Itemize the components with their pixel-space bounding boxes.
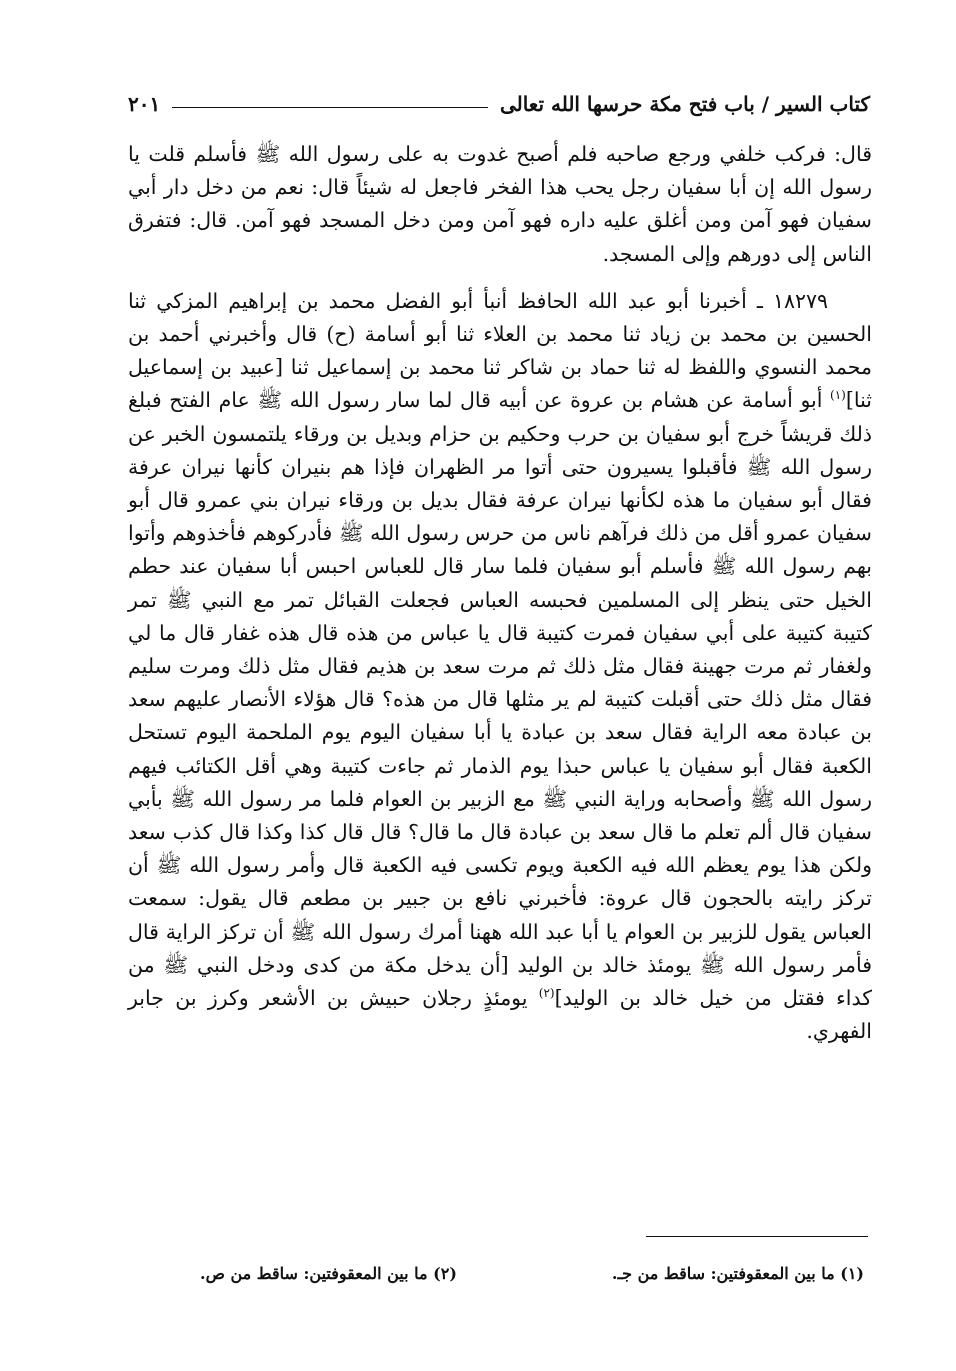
paragraph-gap (128, 271, 872, 285)
footnotes (200, 1264, 864, 1283)
footnote-ref-2[interactable]: (٢) (538, 986, 555, 1001)
paragraph-2 (128, 285, 872, 1049)
footnote-2: (٢) ما بين المعقوفتين: ساقط من ص. (200, 1264, 457, 1283)
paragraph-2-part-1: ١٨٢٧٩ ـ أخبرنا أبو عبد الله الحافظ أنبأ أبو الفضل محمد بن إبراهيم المزكي ثنا الحسين بن محمد بن زياد ثنا محمد بن العلاء ثنا أبو أسامة (ح) قال وأخبرني أحمد بن محمد النسوي واللفظ له ثنا حماد بن شاكر ثنا محمد بن إسماعيل ثنا [عبيد بن إسماعيل ثنا] (128, 288, 872, 413)
page-number: ٢٠١ (128, 92, 161, 116)
page-header (128, 86, 870, 120)
footnote-1: (١) ما بين المعقوفتين: ساقط من جـ. (611, 1264, 864, 1283)
footnote-separator (646, 1236, 868, 1237)
header-rule (172, 107, 488, 108)
main-text (128, 138, 872, 1048)
footnote-ref-1[interactable]: (١) (830, 388, 846, 403)
paragraph-2-part-3: يومئذٍ رجلان حبيش بن الأشعر وكرز بن جابر الفهري. (128, 986, 872, 1044)
paragraph-2-part-2: أبو أسامة عن هشام بن عروة عن أبيه قال لما سار رسول الله ﷺ عام الفتح فبلغ ذلك قريشاً خرج أبو سفيان بن حرب وحكيم بن حزام وبديل بن ورقاء يلتمسون الخبر عن رسول الله ﷺ فأقبلوا يسيرون حتى أتوا مر الظهران فإذا هم بنيران كأنها نيران عرفة فقال أبو سفيان ما هذه لكأنها نيران عرفة فقال بديل بن ورقاء نيران بني عمرو قال أبو سفيان عمرو أقل من ذلك فرآهم ناس من حرس رسول الله ﷺ فأدركوهم فأخذوهم وأتوا بهم رسول الله ﷺ فأسلم أبو سفيان فلما سار قال للعباس احبس أبا سفيان عند حطم الخيل حتى ينظر إلى المسلمين فحبسه العباس فجعلت القبائل تمر مع النبي ﷺ تمر كتيبة كتيبة على أبي سفيان فمرت كتيبة قال يا عباس من هذه قال هذه غفار قال ما لي ولغفار ثم مرت جهينة فقال مثل ذلك ثم مرت سعد بن هذيم فقال مثل ذلك ومرت سليم فقال مثل ذلك حتى أقبلت كتيبة لم ير مثلها قال من هذه؟ قال هؤلاء الأنصار عليهم سعد بن عبادة معه الراية فقال سعد بن عبادة يا أبا سفيان اليوم يوم الملحمة اليوم تستحل الكعبة فقال أبو سفيان يا عباس حبذا يوم الذمار ثم جاءت كتيبة وهي أقل الكتائب فيهم رسول الله ﷺ وأصحابه وراية النبي ﷺ مع الزبير بن العوام فلما مر رسول الله ﷺ بأبي سفيان قال ألم تعلم ما قال سعد بن عبادة قال ما قال؟ قال قال كذا وكذا قال كذب سعد ولكن هذا يوم يعظم الله فيه الكعبة ويوم تكسى فيه الكعبة قال وأمر رسول الله ﷺ أن تركز رايته بالحجون قال عروة: فأخبرني نافع بن جبير بن مطعم قال يقول: سمعت العباس يقول للزبير بن العوام يا أبا عبد الله ههنا أمرك رسول الله ﷺ أن تركز الراية قال فأمر رسول الله ﷺ يومئذ خالد بن الوليد [أن يدخل مكة من كدى ودخل النبي ﷺ من كداء فقتل من خيل خالد بن الوليد] (128, 388, 872, 1011)
running-title: كتاب السير / باب فتح مكة حرسها الله تعالى (499, 92, 870, 116)
paragraph-1: قال: فركب خلفي ورجع صاحبه فلم أصبح غدوت به على رسول الله ﷺ فأسلم قلت يا رسول الله إن أبا سفيان رجل يحب هذا الفخر فاجعل له شيئاً قال: نعم من دخل دار أبي سفيان فهو آمن ومن أغلق عليه داره فهو آمن ومن دخل المسجد فهو آمن. قال: فتفرق الناس إلى دورهم وإلى المسجد. (128, 142, 872, 266)
